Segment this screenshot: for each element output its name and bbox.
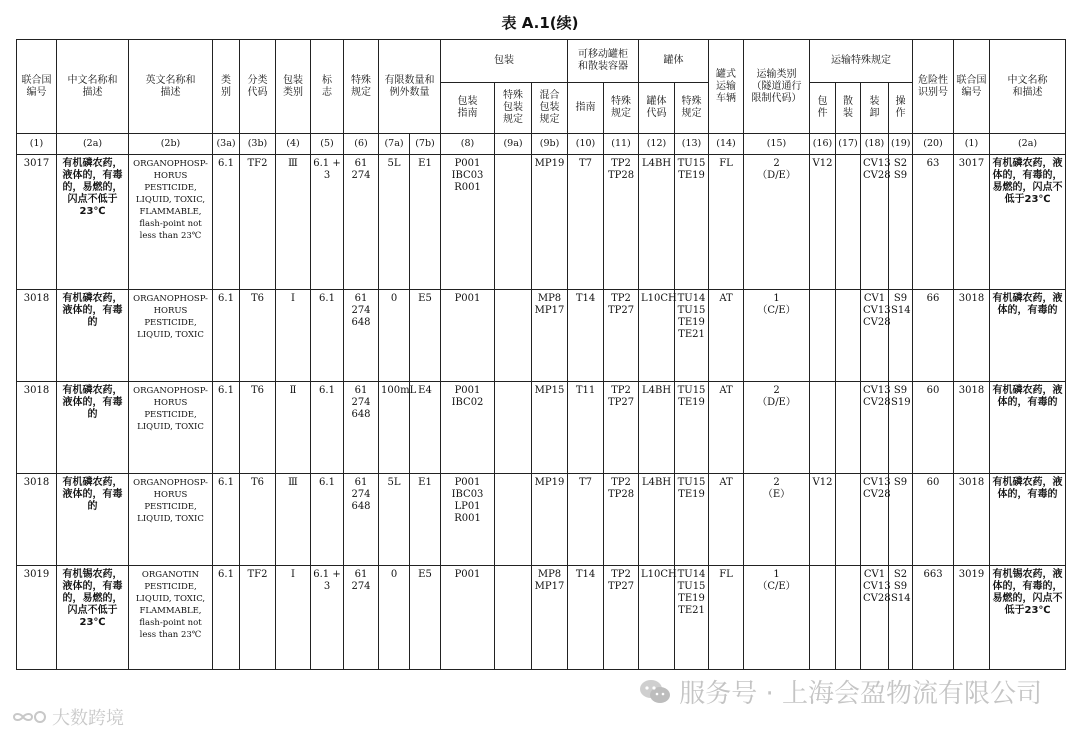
- cell-cn2: 有机磷农药，液体的，有毒的: [990, 474, 1066, 566]
- cell-s19: S2 S9: [889, 155, 913, 290]
- cell-pg: Ⅲ: [276, 155, 311, 290]
- header-un-no: 联合国 编号: [17, 40, 57, 134]
- column-number: (11): [604, 134, 639, 155]
- header-ts-operation: 操 作: [889, 83, 913, 134]
- cell-pti: T14: [568, 566, 604, 670]
- header-ts-package: 包 件: [810, 83, 836, 134]
- header-class-code: 分类 代码: [240, 40, 276, 134]
- cell-hid: 63: [913, 155, 954, 290]
- cell-s18: CV1 CV13 CV28: [861, 290, 889, 382]
- column-number: (20): [913, 134, 954, 155]
- cell-s17: [836, 566, 861, 670]
- table-row: [17, 566, 1066, 670]
- cell-mp: MP19: [532, 155, 568, 290]
- header-pt-instruction: 指南: [568, 83, 604, 134]
- header-cn-name-2: 中文名称 和描述: [990, 40, 1066, 134]
- header-transport-special: 运输特殊规定: [810, 40, 913, 83]
- cell-code: TF2: [240, 566, 276, 670]
- cell-cn: 有机锡农药，液体的，有毒的，易燃的，闪点不低于23℃: [57, 566, 129, 670]
- cell-lq: 5L: [379, 474, 410, 566]
- cell-s18: CV13 CV28: [861, 474, 889, 566]
- cell-en: ORGANOPHOSP- HORUS PESTICIDE, LIQUID, TOXIC, FLAMMABLE, flash-point not less than 23℃: [129, 155, 213, 290]
- cell-pti: T14: [568, 290, 604, 382]
- header-mixed-pkg: 混合 包装 规定: [532, 83, 568, 134]
- header-hazard-id: 危险性 识别号: [913, 40, 954, 134]
- header-pt-special: 特殊 规定: [604, 83, 639, 134]
- cell-un: 3018: [17, 290, 57, 382]
- cell-pg: Ⅲ: [276, 474, 311, 566]
- column-number: (13): [675, 134, 709, 155]
- cell-cn: 有机磷农药，液体的，有毒的，易燃的，闪点不低于23℃: [57, 155, 129, 290]
- cell-tv: AT: [709, 382, 744, 474]
- cell-pg: Ⅱ: [276, 382, 311, 474]
- column-number: (14): [709, 134, 744, 155]
- column-number: (6): [344, 134, 379, 155]
- cell-lq: 5L: [379, 155, 410, 290]
- column-number: (4): [276, 134, 311, 155]
- header-ts-bulk: 散 装: [836, 83, 861, 134]
- column-number: (8): [441, 134, 495, 155]
- cell-un2: 3017: [954, 155, 990, 290]
- cell-pi: P001: [441, 566, 495, 670]
- column-number: (9a): [495, 134, 532, 155]
- column-number: (17): [836, 134, 861, 155]
- cell-tsp: TU15 TE19: [675, 382, 709, 474]
- cell-eq: E4: [410, 382, 441, 474]
- header-en-name: 英文名称和 描述: [129, 40, 213, 134]
- cell-label: 6.1 + 3: [311, 155, 344, 290]
- cell-hid: 66: [913, 290, 954, 382]
- cell-pi: P001 IBC03 R001: [441, 155, 495, 290]
- cell-s17: [836, 382, 861, 474]
- cell-s19: S9 S19: [889, 382, 913, 474]
- cell-en: ORGANOPHOSP- HORUS PESTICIDE, LIQUID, TOXIC: [129, 290, 213, 382]
- table-title: 表 A.1(续): [501, 14, 579, 32]
- cell-mp: MP15: [532, 382, 568, 474]
- cell-pti: T11: [568, 382, 604, 474]
- cell-s16: [810, 566, 836, 670]
- cell-tc: L4BH: [639, 474, 675, 566]
- cell-s18: CV13 CV28: [861, 155, 889, 290]
- cell-un2: 3018: [954, 474, 990, 566]
- cell-lq: 100mL: [379, 382, 410, 474]
- cell-tc: L10CH: [639, 290, 675, 382]
- cell-sp: 61 274 648: [344, 290, 379, 382]
- cell-pg: Ⅰ: [276, 290, 311, 382]
- cell-tc: L10CH: [639, 566, 675, 670]
- cell-s16: V12: [810, 474, 836, 566]
- cell-s17: [836, 155, 861, 290]
- cell-label: 6.1: [311, 474, 344, 566]
- cell-ps: [495, 155, 532, 290]
- cell-sp: 61 274: [344, 566, 379, 670]
- cell-pts: TP2 TP27: [604, 566, 639, 670]
- cell-un2: 3019: [954, 566, 990, 670]
- cell-eq: E1: [410, 474, 441, 566]
- header-special: 特殊 规定: [344, 40, 379, 134]
- cell-label: 6.1: [311, 290, 344, 382]
- cell-cn2: 有机磷农药，液体的，有毒的: [990, 290, 1066, 382]
- cell-mp: MP8 MP17: [532, 566, 568, 670]
- cell-un: 3018: [17, 474, 57, 566]
- cell-tv: FL: [709, 566, 744, 670]
- column-number: (1): [954, 134, 990, 155]
- cell-en: ORGANOPHOSP- HORUS PESTICIDE, LIQUID, TOXIC: [129, 474, 213, 566]
- cell-pts: TP2 TP27: [604, 382, 639, 474]
- column-number: (12): [639, 134, 675, 155]
- cell-un: 3019: [17, 566, 57, 670]
- cell-tcat: 2 （D/E）: [744, 382, 810, 474]
- column-number: (1): [17, 134, 57, 155]
- table-row: [17, 155, 1066, 290]
- column-number: (3b): [240, 134, 276, 155]
- header-packaging: 包装: [441, 40, 568, 83]
- table-row: [17, 474, 1066, 566]
- cell-en: ORGANOTIN PESTICIDE, LIQUID, TOXIC, FLAMMABLE, flash-point not less than 23℃: [129, 566, 213, 670]
- header-cn-name: 中文名称和 描述: [57, 40, 129, 134]
- cell-pti: T7: [568, 155, 604, 290]
- cell-cls: 6.1: [213, 382, 240, 474]
- cell-code: T6: [240, 474, 276, 566]
- table-row: [17, 290, 1066, 382]
- cell-s19: S9 S14: [889, 290, 913, 382]
- cell-tsp: TU15 TE19: [675, 474, 709, 566]
- cell-pi: P001: [441, 290, 495, 382]
- cell-tcat: 1 （C/E）: [744, 566, 810, 670]
- cell-tsp: TU15 TE19: [675, 155, 709, 290]
- cell-hid: 60: [913, 474, 954, 566]
- cell-label: 6.1: [311, 382, 344, 474]
- cell-eq: E1: [410, 155, 441, 290]
- header-tank-special: 特殊 规定: [675, 83, 709, 134]
- cell-pi: P001 IBC03 LP01 R001: [441, 474, 495, 566]
- watermark-2-text: 大数跨境: [52, 708, 124, 729]
- cell-eq: E5: [410, 566, 441, 670]
- cell-tv: FL: [709, 155, 744, 290]
- cell-un: 3017: [17, 155, 57, 290]
- cell-s16: V12: [810, 155, 836, 290]
- header-tank-code: 罐体 代码: [639, 83, 675, 134]
- cell-s17: [836, 290, 861, 382]
- cell-code: TF2: [240, 155, 276, 290]
- cell-cls: 6.1: [213, 290, 240, 382]
- column-number: (19): [889, 134, 913, 155]
- column-number: (10): [568, 134, 604, 155]
- infinity-logo-icon: [8, 707, 48, 727]
- cell-ps: [495, 474, 532, 566]
- cell-ps: [495, 290, 532, 382]
- header-label: 标 志: [311, 40, 344, 134]
- table-row: [17, 382, 1066, 474]
- cell-tc: L4BH: [639, 155, 675, 290]
- header-un-no-2: 联合国 编号: [954, 40, 990, 134]
- cell-s18: CV1 CV13 CV28: [861, 566, 889, 670]
- cell-lq: 0: [379, 290, 410, 382]
- column-number: (9b): [532, 134, 568, 155]
- cell-un2: 3018: [954, 290, 990, 382]
- column-number: (7a): [379, 134, 410, 155]
- dangerous-goods-table: [16, 39, 1066, 670]
- cell-pi: P001 IBC02: [441, 382, 495, 474]
- header-packing-group: 包装 类别: [276, 40, 311, 134]
- cell-pts: TP2 TP28: [604, 474, 639, 566]
- header-portable-tank: 可移动罐柜 和散装容器: [568, 40, 639, 83]
- cell-pts: TP2 TP27: [604, 290, 639, 382]
- cell-un2: 3018: [954, 382, 990, 474]
- header-ts-loading: 装 卸: [861, 83, 889, 134]
- cell-mp: MP19: [532, 474, 568, 566]
- cell-tv: AT: [709, 290, 744, 382]
- cell-tv: AT: [709, 474, 744, 566]
- cell-cn2: 有机磷农药，液体的，有毒的，易燃的，闪点不低于23℃: [990, 155, 1066, 290]
- cell-s17: [836, 474, 861, 566]
- cell-sp: 61 274: [344, 155, 379, 290]
- cell-pts: TP2 TP28: [604, 155, 639, 290]
- header-limited-qty: 有限数量和 例外数量: [379, 40, 441, 134]
- watermark-2: [8, 704, 124, 730]
- cell-tsp: TU14 TU15 TE19 TE21: [675, 290, 709, 382]
- cell-code: T6: [240, 382, 276, 474]
- cell-hid: 60: [913, 382, 954, 474]
- cell-sp: 61 274 648: [344, 474, 379, 566]
- header-class: 类 别: [213, 40, 240, 134]
- cell-cls: 6.1: [213, 474, 240, 566]
- header-pkg-special: 特殊 包装 规定: [495, 83, 532, 134]
- header-pkg-instruction: 包装 指南: [441, 83, 495, 134]
- watermark-text: 服务号 · 上海会盈物流有限公司: [679, 679, 1042, 709]
- watermark: [639, 673, 1042, 710]
- cell-tc: L4BH: [639, 382, 675, 474]
- cell-tcat: 2 （E）: [744, 474, 810, 566]
- column-number: (2a): [990, 134, 1066, 155]
- cell-tcat: 2 （D/E）: [744, 155, 810, 290]
- header-tank-vehicle: 罐式 运输 车辆: [709, 40, 744, 134]
- cell-cn2: 有机锡农药，液体的，有毒的，易燃的，闪点不低于23℃: [990, 566, 1066, 670]
- cell-pg: Ⅰ: [276, 566, 311, 670]
- column-number: (2a): [57, 134, 129, 155]
- cell-code: T6: [240, 290, 276, 382]
- cell-en: ORGANOPHOSP- HORUS PESTICIDE, LIQUID, TOXIC: [129, 382, 213, 474]
- cell-ps: [495, 566, 532, 670]
- cell-cn: 有机磷农药，液体的，有毒的: [57, 382, 129, 474]
- cell-ps: [495, 382, 532, 474]
- cell-un: 3018: [17, 382, 57, 474]
- cell-s18: CV13 CV28: [861, 382, 889, 474]
- cell-s16: [810, 290, 836, 382]
- column-number: (16): [810, 134, 836, 155]
- column-number: (5): [311, 134, 344, 155]
- cell-sp: 61 274 648: [344, 382, 379, 474]
- cell-hid: 663: [913, 566, 954, 670]
- header-tank: 罐体: [639, 40, 709, 83]
- header-transport-category: 运输类别 （隧道通行 限制代码）: [744, 40, 810, 134]
- cell-cn2: 有机磷农药，液体的，有毒的: [990, 382, 1066, 474]
- cell-cn: 有机磷农药，液体的，有毒的: [57, 474, 129, 566]
- cell-tcat: 1 （C/E）: [744, 290, 810, 382]
- cell-tsp: TU14 TU15 TE19 TE21: [675, 566, 709, 670]
- column-number: (18): [861, 134, 889, 155]
- cell-pti: T7: [568, 474, 604, 566]
- cell-cls: 6.1: [213, 566, 240, 670]
- wechat-icon: [639, 679, 671, 705]
- column-number: (7b): [410, 134, 441, 155]
- cell-s19: S2 S9 S14: [889, 566, 913, 670]
- column-number: (2b): [129, 134, 213, 155]
- cell-s16: [810, 382, 836, 474]
- column-number: (3a): [213, 134, 240, 155]
- cell-cls: 6.1: [213, 155, 240, 290]
- cell-s19: S9: [889, 474, 913, 566]
- cell-lq: 0: [379, 566, 410, 670]
- cell-label: 6.1 + 3: [311, 566, 344, 670]
- cell-cn: 有机磷农药，液体的，有毒的: [57, 290, 129, 382]
- cell-eq: E5: [410, 290, 441, 382]
- column-number: (15): [744, 134, 810, 155]
- cell-mp: MP8 MP17: [532, 290, 568, 382]
